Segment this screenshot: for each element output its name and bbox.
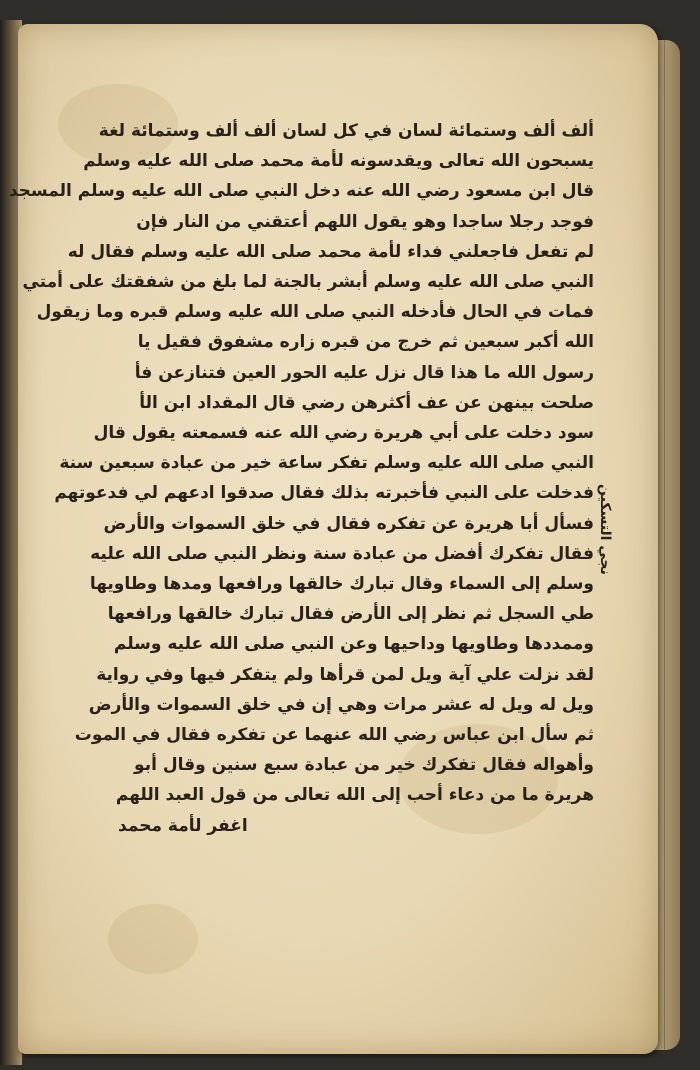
text-line: وأهواله فقال تفكرك خير من عبادة سبع سنين وقال أبو bbox=[134, 755, 594, 776]
page-edge-line bbox=[664, 40, 665, 1050]
text-line: ألف ألف وستمائة لسان في كل لسان ألف ألف وستمائة لغة bbox=[98, 121, 594, 141]
text-line: النبي صلى الله عليه وسلم أبشر بالجنة لما بلغ من شفقتك على أمتي bbox=[22, 272, 594, 293]
text-line: طي السجل ثم نظر إلى الأرض فقال تبارك خالقها ورافعها bbox=[107, 604, 594, 625]
text-line: ثم سأل ابن عباس رضي الله عنهما عن تفكره فقال في الموت bbox=[74, 725, 594, 746]
text-line: يسبحون الله تعالى ويقدسونه لأمة محمد صلى الله عليه وسلم bbox=[83, 151, 594, 172]
text-line: هريرة ما من دعاء أحب إلى الله تعالى من قول العبد اللهم bbox=[115, 785, 594, 806]
text-line: رسول الله ما هذا قال نزل عليه الحور العين فتنازعن فأ bbox=[134, 362, 594, 383]
text-line: فسأل أبا هريرة عن تفكره فقال في خلق السموات والأرض bbox=[103, 513, 594, 534]
text-line: فمات في الحال فأدخله النبي صلى الله عليه وسلم قبره وما زيقول bbox=[36, 302, 594, 323]
text-line: النبي صلى الله عليه وسلم تفكر ساعة خير من عبادة سبعين سنة bbox=[59, 453, 594, 474]
text-line: صلحت بينهن عن عف أكثرهن رضي قال المقداد ابن الأ bbox=[139, 392, 594, 413]
text-line: وممددها وطاويها وداحيها وعن النبي صلى الله عليه وسلم bbox=[113, 634, 594, 655]
text-line: لم تفعل فاجعلني فداء لأمة محمد صلى الله عليه وسلم فقال له bbox=[67, 241, 594, 262]
text-line: سود دخلت على أبي هريرة رضي الله عنه فسمعته يقول قال bbox=[93, 423, 594, 444]
paper-stain bbox=[108, 904, 198, 974]
text-line: وسلم إلى السماء وقال تبارك خالقها ورافعها ومدها وطاويها bbox=[89, 574, 594, 595]
text-line: لقد نزلت علي آية ويل لمن قرأها ولم يتفكر فيها وفي رواية bbox=[96, 664, 594, 685]
manuscript-text bbox=[8, 116, 594, 841]
text-line: فدخلت على النبي فأخبرته بذلك فقال صدقوا ادعهم لي فدعوتهم bbox=[54, 483, 594, 504]
text-line-final: اغفر لأمة محمد bbox=[118, 815, 248, 836]
text-line: فوجد رجلا ساجدا وهو يقول اللهم أعتقني من النار فإن bbox=[136, 211, 594, 232]
text-line: ويل له ويل له عشر مرات وهي إن في خلق السموات والأرض bbox=[88, 694, 594, 715]
text-line: قال ابن مسعود رضي الله عنه دخل النبي صلى الله عليه وسلم المسجد bbox=[8, 181, 594, 202]
text-line: فقال تفكرك أفضل من عبادة سنة ونظر النبي صلى الله عليه bbox=[90, 543, 594, 564]
margin-annotation: نجي التسكين bbox=[597, 484, 613, 575]
text-line: الله أكبر سبعين ثم خرج من قبره زاره مشفوق فقيل يا bbox=[137, 332, 594, 353]
